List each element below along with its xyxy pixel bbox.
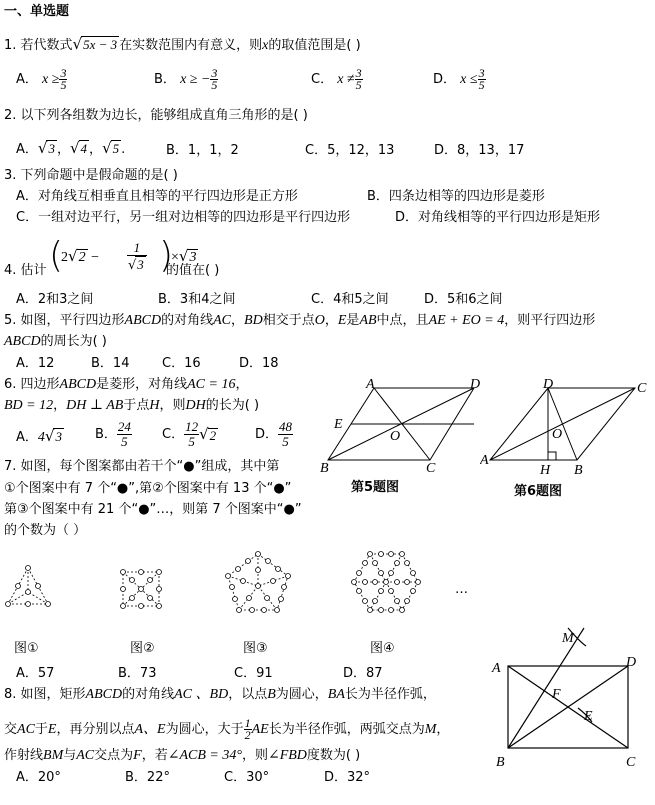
q7-line1: 7. 如图，每个图案都由若干个“●”组成，其中第 [4,459,280,474]
pattern-4 [352,552,421,613]
q8-line3: 作射线BM与AC交点为F，若∠ACB = 34°，则∠FBD度数为( ) [4,748,361,763]
q5-option-b: B．14 [91,356,130,371]
fig6-label-a: A [480,453,489,468]
q7-line4: 的个数为（ ） [4,523,87,538]
fig8-label-f: F [552,687,561,702]
q4-option-c: C．4和5之间 [311,292,389,307]
pattern-1-caption: 图① [14,641,39,656]
q3-option-c: C．一组对边平行，另一组对边相等的四边形是平行四边形 [16,210,351,225]
pattern-3 [226,552,291,613]
q7-option-c: C．91 [234,666,273,681]
q7-option-a: A．57 [16,666,55,681]
q8-option-c: C．30° [224,770,270,785]
fig8-label-m: M [562,631,574,646]
q1-option-b: B． x ≥ − $\frac{3}{5}$ [154,66,218,92]
q1-option-a: A． x ≥ $\frac{3}{5}$ [16,66,67,92]
q7-line2: ①个图案中有 7 个“●”,第②个图案中有 13 个“●” [4,481,292,496]
fig8-label-b: B [496,755,505,770]
q1-option-d: D． x ≤ $\frac{3}{5}$ [433,66,485,92]
fig5-label-b: B [320,461,329,476]
fig5-label-d: D [470,377,481,392]
q6-option-d: D． $\frac{48}{5}$ [255,419,293,449]
q8-line1: 8. 如图，矩形ABCD的对角线AC 、BD，以点B为圆心，BA长为半径作弧， [4,687,436,702]
q5-option-c: C．16 [162,356,201,371]
fig8-label-c: C [626,755,636,770]
q4-option-a: A．2和3之间 [16,292,94,307]
q3-stem: 3. 下列命题中是假命题的是( ) [4,168,178,183]
q2-option-a: A．√3 ，√4 ，√5 . [16,139,126,157]
q1-option-c: C． x ≠ $\frac{3}{5}$ [311,66,362,92]
fig8-label-a: A [492,661,501,676]
q6-line2: BD = 12，DH ⊥ AB于点H，则DH的长为( ) [4,398,260,413]
q1-stem: 1. 若代数式√5x − 3 在实数范围内有意义，则x的取值范围是( ) [4,35,361,53]
q4-stem-prefix: 4. 估计 [4,263,47,278]
q5-option-d: D．18 [239,356,279,371]
q4-option-d: D．5和6之间 [424,292,503,307]
fig6-label-h: H [540,463,551,476]
fig5-label-c: C [426,461,436,476]
q2-option-b: B．1，1，2 [166,143,239,158]
q6-option-c: C． $\frac{12}{5}$ √2 [162,419,217,449]
q8-option-d: D．32° [324,770,371,785]
fig8-label-d: D [626,655,637,670]
fig6-label-b: B [574,463,583,476]
q2-stem: 2. 以下列各组数为边长，能够组成直角三角形的是( ) [4,108,308,123]
q5-option-a: A．12 [16,356,55,371]
q7-patterns [0,548,480,623]
q6-option-a: A．4√3 [16,427,62,445]
fig5-label-o: O [390,429,401,444]
figure-5 [318,376,488,476]
q5-line2: ABCD的周长为( ) [4,334,107,349]
q5-line1: 5. 如图，平行四边形ABCD的对角线AC，BD相交于点O，E是AB中点，且AE + EO = 4，则平行四边形 [4,313,596,328]
q8-option-a: A．20° [16,770,61,785]
q7-option-b: B．73 [118,666,157,681]
figure-8 [488,626,653,771]
fig8-label-e: E [584,709,593,724]
q7-option-d: D．87 [343,666,383,681]
fig5-label-a: A [366,377,375,392]
q7-line3: 第③个图案中有 21 个“●”…，则第 7 个图案中“●” [4,502,302,517]
fig6-caption: 第6题图 [514,484,563,499]
pattern-2-caption: 图② [130,641,155,656]
q6-line1: 6. 四边形ABCD是菱形，对角线AC = 16， [4,377,249,392]
q3-option-a: A．对角线互相垂直且相等的平行四边形是正方形 [16,189,298,204]
fig5-label-e: E [334,417,343,432]
fig6-label-o: O [552,427,563,442]
q2-option-d: D．8，13，17 [434,143,525,158]
pattern-3-caption: 图③ [243,641,268,656]
fig6-label-d: D [543,377,554,392]
fig5-caption: 第5题图 [351,480,400,495]
q3-option-b: B．四条边相等的四边形是菱形 [367,189,545,204]
q2-option-c: C．5，12，13 [305,143,395,158]
pattern-4-caption: 图④ [370,641,395,656]
q4-stem-suffix: 的值在( ) [166,263,220,278]
fig6-label-c: C [637,381,647,396]
q8-line2: 交AC于E，再分别以点A、E为圆心，大于 $\frac{1}{2}$ AE长为半径作弧，两弧交点为M， [4,716,450,742]
pattern-1 [6,566,51,607]
section-title: 一、单选题 [4,4,70,19]
q7-ellipsis: … [455,582,468,597]
q6-option-b: B． $\frac{24}{5}$ [95,419,131,449]
q4-option-b: B．3和4之间 [158,292,236,307]
q8-option-b: B．22° [125,770,170,785]
figure-6 [480,376,655,476]
q3-option-d: D．对角线相等的平行四边形是矩形 [395,210,601,225]
pattern-2 [121,570,162,609]
